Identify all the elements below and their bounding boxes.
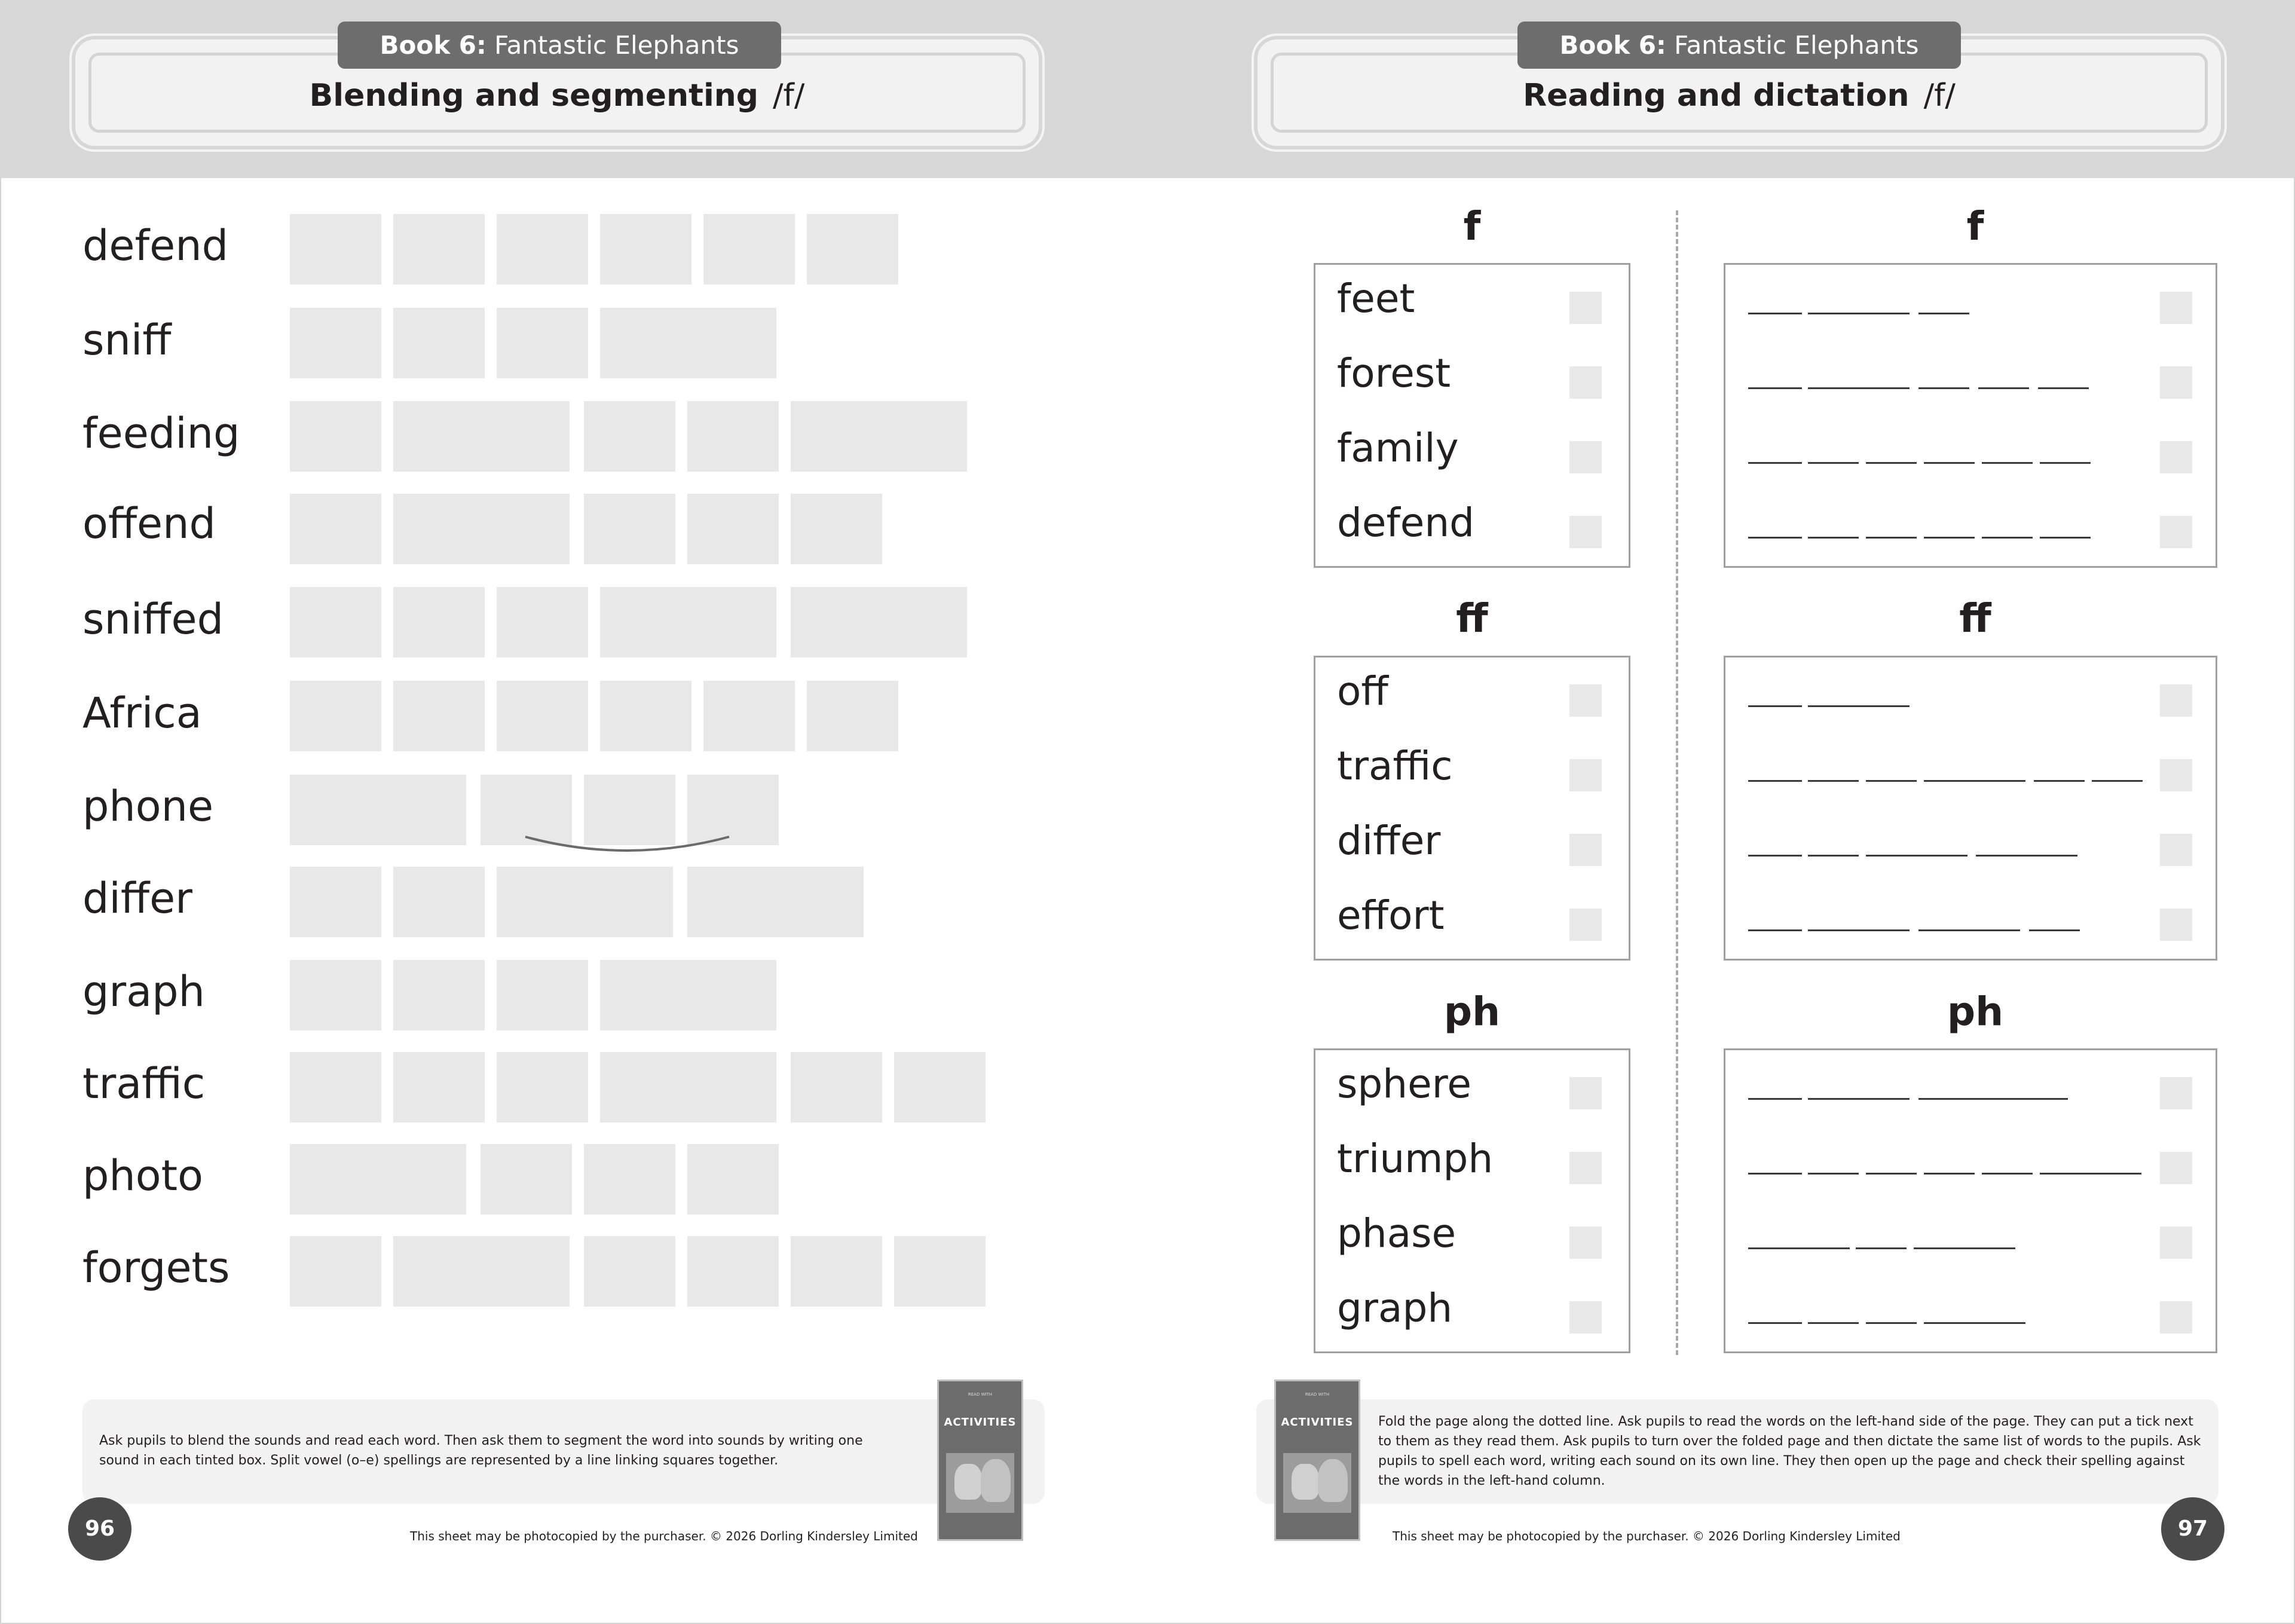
segment-box[interactable]: [600, 1052, 776, 1123]
dictation-panel-ph: [1724, 1048, 2217, 1353]
segment-box[interactable]: [290, 867, 381, 937]
tick-box[interactable]: [2160, 759, 2192, 791]
word-photo: photo: [82, 1151, 203, 1200]
read-word-traffic: traffic: [1337, 743, 1453, 789]
segment-box[interactable]: [290, 681, 381, 751]
word-traffic: traffic: [82, 1059, 206, 1108]
segment-box[interactable]: [687, 401, 779, 472]
tick-box[interactable]: [2160, 441, 2192, 473]
word-sniffed: sniffed: [82, 595, 224, 644]
tick-box[interactable]: [1569, 292, 1602, 324]
tick-box[interactable]: [1569, 1227, 1602, 1259]
segment-box[interactable]: [290, 1236, 381, 1307]
read-word-defend: defend: [1337, 500, 1475, 546]
fold-line: [1676, 210, 1678, 1355]
segment-box[interactable]: [393, 960, 485, 1030]
segment-box[interactable]: [584, 1236, 675, 1307]
segment-box[interactable]: [894, 1052, 986, 1123]
segment-box[interactable]: [687, 867, 864, 937]
segment-box[interactable]: [703, 681, 795, 751]
tick-box[interactable]: [1569, 909, 1602, 941]
word-forgets: forgets: [82, 1243, 230, 1292]
segment-box[interactable]: [600, 214, 691, 285]
segment-box[interactable]: [687, 1236, 779, 1307]
tick-box[interactable]: [2160, 516, 2192, 548]
segment-box[interactable]: [497, 214, 588, 285]
segment-box[interactable]: [290, 775, 466, 845]
left-instructions: Ask pupils to blend the sounds and read each word. Then ask them to segment the word into sounds by writing one sound in each tinted box. Split vowel (o–e) spellings are represented by a line linking squares together.: [99, 1433, 863, 1468]
split-vowel-line: [524, 833, 730, 857]
read-word-forest: forest: [1337, 350, 1451, 396]
group-heading-ff-right: ff: [1959, 595, 1991, 641]
segment-box[interactable]: [290, 401, 381, 472]
read-word-graph: graph: [1337, 1285, 1453, 1331]
tick-box[interactable]: [1569, 366, 1602, 399]
dictation-panel-f: [1724, 263, 2217, 568]
tick-box[interactable]: [1569, 1152, 1602, 1184]
tick-box[interactable]: [2160, 684, 2192, 717]
word-graph: graph: [82, 967, 205, 1016]
word-panel-f: [1314, 263, 1630, 568]
word-panel-ff: [1314, 656, 1630, 961]
segment-box[interactable]: [687, 494, 779, 564]
dictation-panel-ff: [1724, 656, 2217, 961]
activities-book-thumbnail: READ WITH ACTIVITIES: [937, 1380, 1023, 1541]
tick-box[interactable]: [2160, 292, 2192, 324]
segment-box[interactable]: [791, 1052, 882, 1123]
read-word-feet: feet: [1337, 276, 1415, 322]
tick-box[interactable]: [2160, 1152, 2192, 1184]
tick-box[interactable]: [1569, 759, 1602, 791]
segment-box[interactable]: [481, 1144, 572, 1215]
left-activity-title: Blending and segmenting /f/: [309, 78, 805, 114]
right-book-tab: Book 6: Fantastic Elephants: [1517, 22, 1961, 69]
segment-box[interactable]: [497, 681, 588, 751]
page-number-left: 96: [68, 1497, 131, 1561]
segment-box[interactable]: [290, 587, 381, 657]
left-book-tab: Book 6: Fantastic Elephants: [338, 22, 781, 69]
read-word-effort: effort: [1337, 892, 1445, 938]
segment-box[interactable]: [497, 960, 588, 1030]
segment-box[interactable]: [791, 494, 882, 564]
right-instructions: Fold the page along the dotted line. Ask pupils to read the words on the left-hand side of the page. They can put a tick next to them as they read them. Ask pupils to turn over the folded page and then dictate the same list of words to the pupils. Ask pupils to spell each word, writing each sound on its own line. They then open up the page and check their spelling against the words in the left-hand column.: [1378, 1414, 2201, 1488]
group-heading-ff-left: ff: [1456, 595, 1488, 641]
tick-box[interactable]: [1569, 684, 1602, 717]
segment-box[interactable]: [290, 1144, 466, 1215]
segment-box[interactable]: [497, 1052, 588, 1123]
tick-box[interactable]: [1569, 834, 1602, 866]
segment-box[interactable]: [894, 1236, 986, 1307]
segment-box[interactable]: [584, 494, 675, 564]
word-offend: offend: [82, 499, 216, 548]
tick-box[interactable]: [2160, 834, 2192, 866]
segment-box[interactable]: [791, 1236, 882, 1307]
word-phone: phone: [82, 782, 214, 831]
group-heading-f-left: f: [1463, 203, 1481, 249]
segment-box[interactable]: [393, 401, 570, 472]
segment-box[interactable]: [807, 681, 898, 751]
word-africa: Africa: [82, 689, 202, 738]
segment-box[interactable]: [497, 308, 588, 378]
word-defend: defend: [82, 221, 229, 270]
read-word-family: family: [1337, 425, 1459, 471]
tick-box[interactable]: [2160, 1227, 2192, 1259]
word-panel-ph: [1314, 1048, 1630, 1353]
read-word-off: off: [1337, 668, 1388, 714]
segment-box[interactable]: [497, 867, 673, 937]
group-heading-f-right: f: [1966, 203, 1984, 249]
segment-box[interactable]: [497, 587, 588, 657]
tick-box[interactable]: [1569, 1077, 1602, 1109]
group-heading-ph-right: ph: [1947, 989, 2004, 1035]
segment-box[interactable]: [393, 867, 485, 937]
activities-book-thumbnail-right: READ WITH ACTIVITIES: [1274, 1380, 1360, 1541]
segment-box[interactable]: [290, 494, 381, 564]
word-differ: differ: [82, 874, 192, 923]
tick-box[interactable]: [1569, 441, 1602, 473]
segment-box[interactable]: [290, 308, 381, 378]
segment-box[interactable]: [393, 308, 485, 378]
segment-box[interactable]: [687, 1144, 779, 1215]
segment-box[interactable]: [393, 681, 485, 751]
segment-box[interactable]: [600, 960, 776, 1030]
elephant-photo-icon: [946, 1453, 1014, 1513]
read-word-phase: phase: [1337, 1210, 1456, 1256]
group-heading-ph-left: ph: [1443, 989, 1501, 1035]
tick-box[interactable]: [2160, 1301, 2192, 1334]
tick-box[interactable]: [2160, 909, 2192, 941]
read-word-differ: differ: [1337, 818, 1441, 864]
read-word-triumph: triumph: [1337, 1136, 1494, 1182]
right-activity-title: Reading and dictation /f/: [1523, 78, 1956, 114]
segment-box[interactable]: [791, 587, 967, 657]
elephant-photo-icon: [1283, 1453, 1351, 1513]
segment-box[interactable]: [393, 494, 570, 564]
segment-box[interactable]: [703, 214, 795, 285]
segment-box[interactable]: [393, 214, 485, 285]
segment-box[interactable]: [393, 1052, 485, 1123]
left-sound-label: /f/: [773, 78, 805, 114]
segment-box[interactable]: [791, 401, 967, 472]
left-copyright: This sheet may be photocopied by the purchaser. © 2026 Dorling Kindersley Limited: [410, 1529, 918, 1543]
segment-box[interactable]: [600, 308, 776, 378]
segment-box[interactable]: [807, 214, 898, 285]
segment-box[interactable]: [600, 681, 691, 751]
tick-box[interactable]: [1569, 516, 1602, 548]
tick-box[interactable]: [2160, 1077, 2192, 1109]
right-copyright: This sheet may be photocopied by the purchaser. © 2026 Dorling Kindersley Limited: [1393, 1529, 1901, 1543]
word-sniff: sniff: [82, 316, 172, 365]
segment-box[interactable]: [290, 960, 381, 1030]
segment-box[interactable]: [393, 587, 485, 657]
segment-box[interactable]: [584, 1144, 675, 1215]
right-sound-label: /f/: [1923, 78, 1956, 114]
segment-box[interactable]: [290, 1052, 381, 1123]
segment-box[interactable]: [600, 587, 776, 657]
word-feeding: feeding: [82, 409, 240, 458]
segment-box[interactable]: [290, 214, 381, 285]
read-word-sphere: sphere: [1337, 1061, 1472, 1107]
page-number-right: 97: [2161, 1497, 2224, 1561]
segment-box[interactable]: [584, 401, 675, 472]
tick-box[interactable]: [1569, 1301, 1602, 1334]
tick-box[interactable]: [2160, 366, 2192, 399]
segment-box[interactable]: [393, 1236, 570, 1307]
